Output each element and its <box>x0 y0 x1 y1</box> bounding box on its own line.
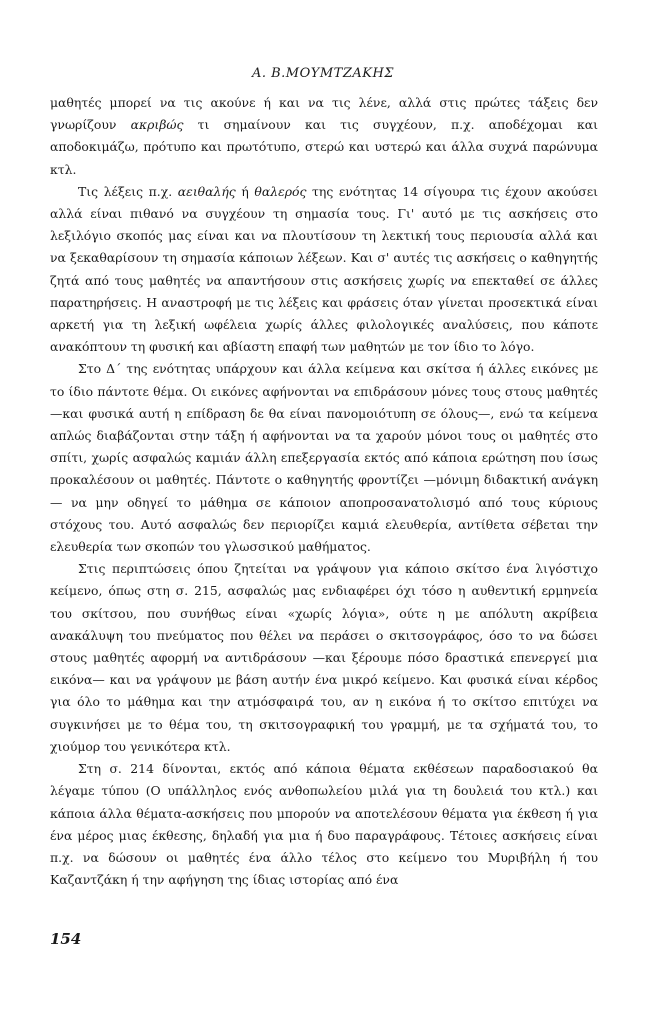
text-segment: τι σημαίνουν και τις συγχέουν, π.χ. αποδέχομαι και αποδοκιμάζω, πρότυπο και πρωτότυπο, στερώ και υστερώ και άλλα συχνά παρώνυμα κτλ. <box>50 117 598 177</box>
text-segment: μαθητές μπορεί να τις ακούνε ή και να τις λένε, αλλά στις πρώτες τάξεις δεν γνωρίζουν <box>50 95 598 133</box>
paragraph <box>50 358 598 558</box>
paragraph <box>50 181 598 359</box>
text-segment: Τις λέξεις π.χ. <box>78 183 178 199</box>
body-text <box>50 92 598 891</box>
paragraph <box>50 558 598 758</box>
emphasis-word: αειθαλής <box>177 183 236 199</box>
emphasis-word: θαλερός <box>254 183 307 199</box>
text-segment: Στις περιπτώσεις όπου ζητείται να γράψουν για κάποιο σκίτσο ένα λιγόστιχο κείμενο, όπως στη σ. 215, ασφαλώς μας ενδιαφέρει όχι τόσο η αυθεντική ερμηνεία του σκίτσου, που συνήθως είναι «χωρίς λόγια», ούτε η με απόλυτη ακρίβεια ανακάλυψη του πνεύματος που θέλει να περάσει ο σκιτσογράφος, όσο το να δώσει στους μαθητές αφορμή να αντιδράσουν —και ξέρουμε πόσο δραστικά επενεργεί μια εικόνα— και να γράψουν με βάση αυτήν ένα μικρό κείμενο. Και φυσικά είναι κέρδος για όλο το μάθημα και την ατμόσφαιρά του, αν η εικόνα ή το σκίτσο επιτύχει να συγκινήσει με το θέμα του, τη σκιτσογραφική του γραμμή, με τα σχήματά του, το χιούμορ του γενικότερα κτλ. <box>50 561 598 754</box>
running-head: Α. Β.ΜΟΥΜΤΖΑΚΗΣ <box>251 66 395 81</box>
emphasis-word: ακριβώς <box>130 117 184 133</box>
text-segment: της ενότητας 14 σίγουρα τις έχουν ακούσει αλλά είναι πιθανό να συγχέουν τη σημασία τους. Γι' αυτό με τις ασκήσεις στο λεξιλόγιο σκοπός μας είναι και να πλουτίσουν τη λεκτική τους περιουσία αλλά και να ξεκαθαρίσουν τη σημασία κάποιων λέξεων. Και σ' αυτές τις ασκήσεις ο καθηγητής ζητά από τους μαθητές να απαντήσουν στις ασκήσεις χωρίς να επεκταθεί σε άλλες παρατηρήσεις. Η αναστροφή με τις λέξεις και φράσεις όταν γίνεται προσεκτικά είναι αρκετή για τη λεξική ωφέλεια χωρίς άλλες φιλολογικές αναλύσεις, που κάποτε ανακόπτουν τη φυσική και αβίαστη επαφή των μαθητών με τον ίδιο το λόγο. <box>50 183 598 355</box>
paragraph <box>50 758 598 891</box>
text-segment: Στο Δ΄ της ενότητας υπάρχουν και άλλα κείμενα και σκίτσα ή άλλες εικόνες με το ίδιο πάντοτε θέμα. Οι εικόνες αφήνονται να επιδράσουν μόνες τους στους μαθητές —και φυσικά αυτή η επίδραση δε θα είναι πανομοιότυπη σε όλους—, ενώ τα κείμενα απλώς διαβάζονται στην τάξη ή αφήνονται να τα χαρούν μόνοι τους οι μαθητές στο σπίτι, χωρίς ασφαλώς καμιάν άλλη επεξεργασία εκτός από κάποια ερώτηση που ίσως προκαλέσουν οι μαθητές. Πάντοτε ο καθηγητής φροντίζει —μόνιμη διδακτική ανάγκη— να μην οδηγεί το μάθημα σε κάποιον αποπροσανατολισμό από τους κύριους στόχους του. Αυτό ασφαλώς δεν περιορίζει καμιά ελευθερία, αντίθετα σέβεται την ελευθερία των σκοπών του γλωσσικού μαθήματος. <box>50 361 598 555</box>
text-segment: Στη σ. 214 δίνονται, εκτός από κάποια θέματα εκθέσεων παραδοσιακού θα λέγαμε τύπου (Ο υπάλληλος ενός ανθοπωλείου μιλά για τη δουλειά του κτλ.) και κάποια άλλα θέματα-ασκήσεις που μπορούν να αποτελέσουν θέματα για έκθεση ή για ένα μέρος μιας έκθεσης, δηλαδή για μια ή δυο παραγράφους. Τέτοιες ασκήσεις είναι π.χ. να δώσουν οι μαθητές ένα άλλο τέλος στο κείμενο του Μυριβήλη ή του Καζαντζάκη ή την αφήγηση της ίδιας ιστορίας από ένα <box>50 761 598 888</box>
paragraph <box>50 92 598 181</box>
text-segment: ή <box>235 183 255 199</box>
page-number: 154 <box>50 930 82 948</box>
